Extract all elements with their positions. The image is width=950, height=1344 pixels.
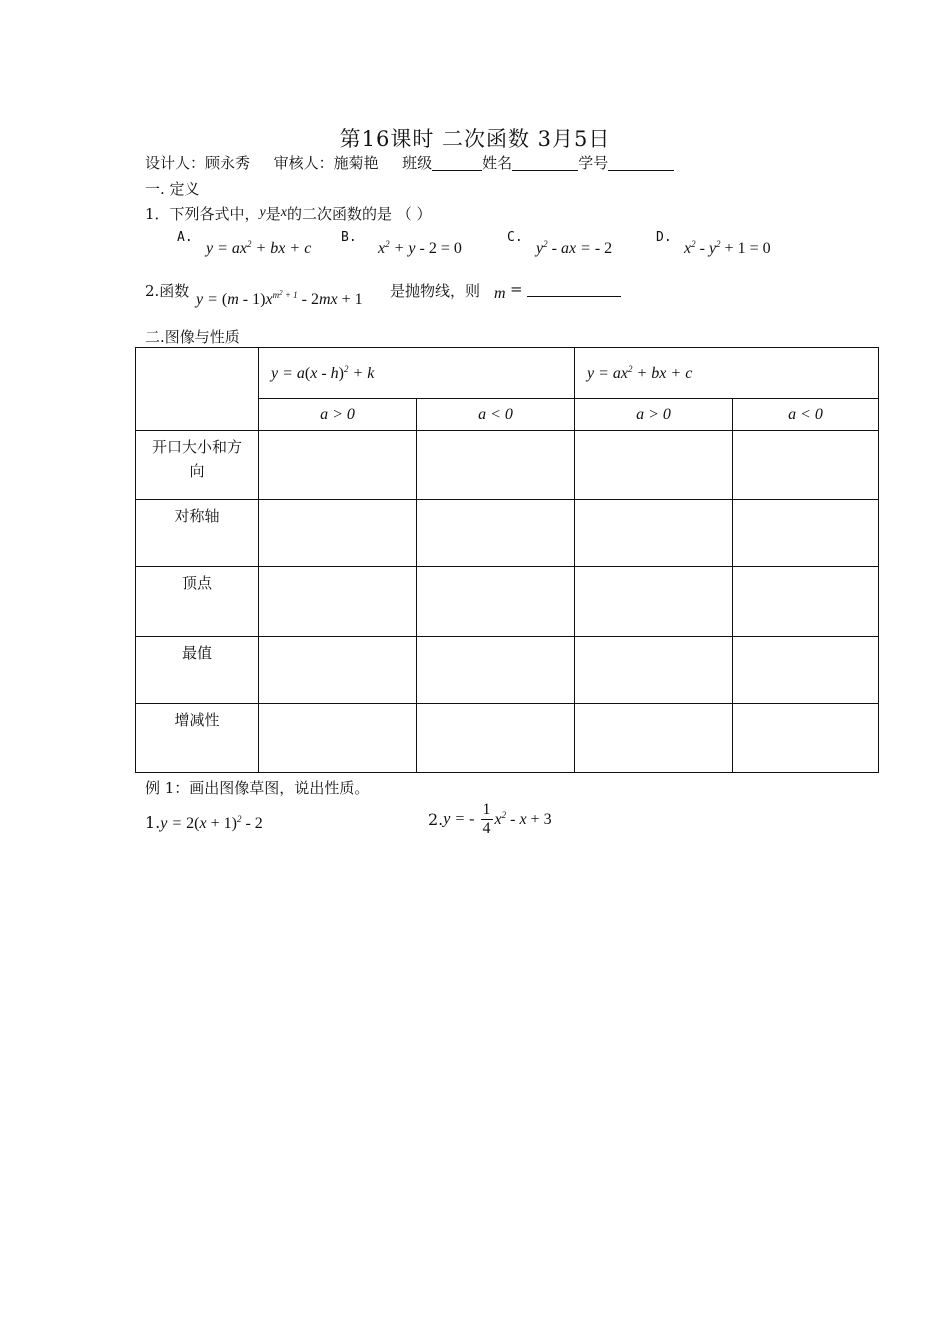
answer-cell[interactable]	[417, 704, 575, 773]
question-1	[145, 203, 432, 224]
q2-equals: =	[510, 280, 523, 298]
answer-cell[interactable]	[575, 567, 733, 637]
item2-prefix: 2.	[428, 810, 444, 829]
answer-cell[interactable]	[417, 637, 575, 704]
row-label-vertex: 顶点	[136, 567, 259, 637]
answer-cell[interactable]	[733, 704, 879, 773]
row-label-axis: 对称轴	[136, 500, 259, 567]
class-blank[interactable]	[432, 156, 482, 171]
q2-suffix: 是抛物线，则	[390, 282, 481, 300]
answer-cell[interactable]	[733, 637, 879, 704]
answer-cell[interactable]	[259, 431, 417, 500]
option-c-label: C.	[507, 230, 523, 245]
row-label-monotonicity: 增减性	[136, 704, 259, 773]
number-blank[interactable]	[608, 156, 674, 171]
q1-text-b: 是	[265, 205, 281, 223]
section2-heading: 二.图像与性质	[145, 328, 240, 346]
example-item-2: 2.y = - $\frac{1}{4}$ $x^2 - x + 3$	[428, 801, 552, 837]
answer-cell[interactable]	[259, 567, 417, 637]
reviewer-label: 审核人：施菊艳	[273, 154, 379, 172]
q1-text-c: 的二次函数的是 （ ）	[287, 205, 432, 223]
answer-cell[interactable]	[417, 431, 575, 500]
option-a-label: A.	[177, 230, 193, 245]
q1-var-x: x	[280, 205, 287, 220]
answer-cell[interactable]	[733, 500, 879, 567]
answer-cell[interactable]	[259, 637, 417, 704]
answer-cell[interactable]	[575, 431, 733, 500]
info-line	[145, 152, 674, 173]
name-blank[interactable]	[512, 156, 578, 171]
answer-cell[interactable]	[259, 704, 417, 773]
option-c-formula: $y^2$ - ax = - 2	[536, 239, 613, 257]
answer-cell[interactable]	[259, 500, 417, 567]
condition-cell: a > 0	[575, 399, 733, 431]
condition-cell: a > 0	[259, 399, 417, 431]
answer-cell[interactable]	[575, 637, 733, 704]
q2-function-formula: $y = (m - 1)x^{m^2 + 1} - 2mx + 1$	[196, 289, 363, 308]
name-label: 姓名	[482, 154, 513, 172]
option-a-formula: $y = ax^2$ + bx + c	[206, 239, 312, 257]
answer-cell[interactable]	[417, 500, 575, 567]
class-label: 班级	[402, 154, 433, 172]
number-label: 学号	[578, 154, 609, 172]
section1-heading: 一. 定义	[145, 180, 200, 198]
q2-answer-blank[interactable]	[527, 296, 621, 297]
option-d-label: D.	[656, 230, 672, 245]
condition-cell: a < 0	[733, 399, 879, 431]
option-b-label: B.	[341, 230, 357, 245]
example-item-1: $1.y = 2(x + 1)^2 - 2$	[145, 813, 263, 832]
item1-prefix: 1.	[145, 813, 161, 832]
option-b-formula: $x^2 + y - 2 = 0$	[378, 239, 462, 257]
answer-cell[interactable]	[575, 500, 733, 567]
condition-cell: a < 0	[417, 399, 575, 431]
answer-cell[interactable]	[733, 567, 879, 637]
q2-var-m: m	[494, 285, 506, 302]
q1-text-a: 1．下列各式中，	[145, 205, 260, 223]
row-label-extremum: 最值	[136, 637, 259, 704]
answer-cell[interactable]	[575, 704, 733, 773]
page-title: 第16课时 二次函数 3月5日	[339, 127, 611, 151]
option-d-formula: $x^2 - y^2 + 1 = 0$	[684, 239, 771, 257]
answer-cell[interactable]	[417, 567, 575, 637]
corner-cell	[136, 348, 259, 431]
vertex-form-header: y = a(x - h)$^2$ + k	[259, 348, 575, 399]
properties-table	[135, 347, 879, 773]
example-heading: 例 1：画出图像草图，说出性质。	[145, 779, 370, 797]
standard-form-header: $y = ax^2$ + bx + c	[575, 348, 879, 399]
q1-var-y: y	[259, 205, 266, 220]
row-label-opening: 开口大小和方向	[136, 431, 259, 500]
answer-cell[interactable]	[733, 431, 879, 500]
q2-prefix: 2.函数	[145, 282, 190, 300]
designer-label: 设计人：顾永秀	[145, 154, 251, 172]
